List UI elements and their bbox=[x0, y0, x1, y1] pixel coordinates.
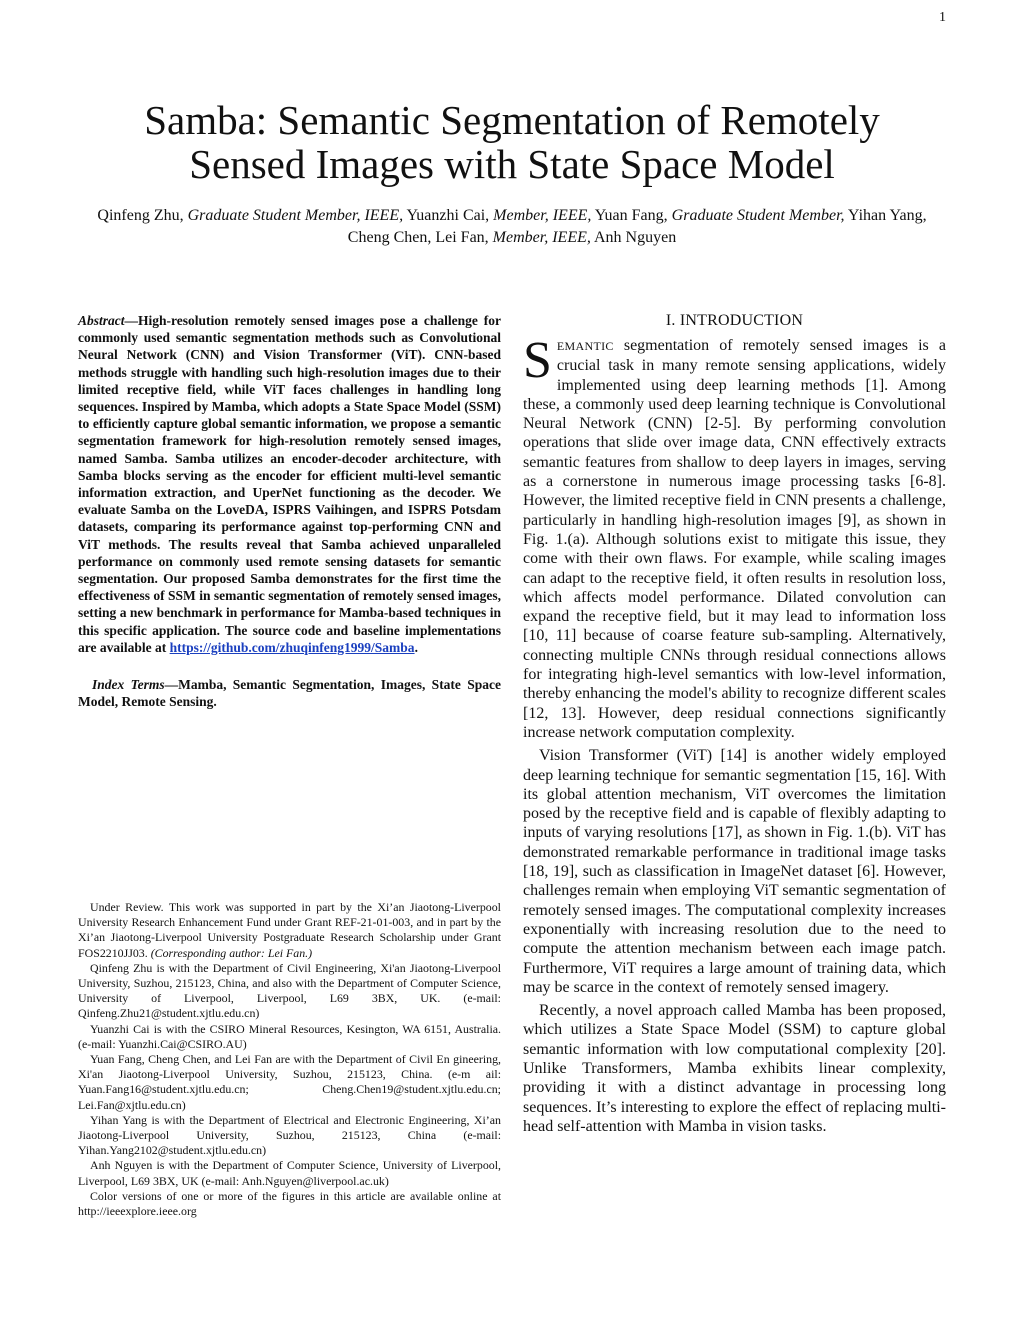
index-terms-text: Mamba, Semantic Segmentation, Images, State Space Model, Remote Sensing. bbox=[78, 677, 501, 710]
drop-cap: S bbox=[523, 332, 552, 389]
abstract-text: High-resolution remotely sensed images pose a challenge for commonly used semantic segmentation methods such as Convolutional Neural Network (CNN) and Vision Transformer (ViT). CNN-based methods struggle with handling such high-resolution images due to their limited receptive field, while ViT faces challenges in handling long sequences. Inspired by Mamba, which adopts a State Space Model (SSM) to efficiently capture global semantic information, we propose a semantic segmentation framework for high-resolution remotely sensed images, named Samba. Samba utilizes an encoder-decoder architecture, with Samba blocks serving as the encoder for efficient multi-level semantic information extraction, and UperNet functioning as the decoder. We evaluate Samba on the LoveDA, ISPRS Vaihingen, and ISPRS Potsdam datasets, comparing its performance against top-performing CNN and ViT methods. The results reveal that Samba achieved unparalleled performance on commonly used remote sensing datasets for semantic segmentation. Our proposed Samba demonstrates for the first time the effectiveness of SSM in semantic segmentation of remotely sensed images, setting a new benchmark in performance for Mamba-based techniques in this specific application. The source code and baseline implementations are available at bbox=[78, 313, 501, 655]
author-1: Qinfeng Zhu, bbox=[97, 207, 188, 224]
footnote-nguyen: Anh Nguyen is with the Department of Computer Science, University of Liverpool, Liverpool, L69 3BX, UK (e-mail: Anh.Nguyen@liverpool.ac.uk) bbox=[78, 1158, 501, 1188]
footnote-review bbox=[78, 900, 501, 961]
abstract-end: . bbox=[414, 639, 418, 655]
author-1-role: Graduate Student Member, IEEE, bbox=[187, 207, 404, 224]
abstract-dash: — bbox=[124, 313, 139, 328]
footnote-yang: Yihan Yang is with the Department of Electrical and Electronic Engineering, Xi’an Jiaotong-Liverpool University, Suzhou, 215123, China (e-mail: Yihan.Yang2102@student.xjtlu.edu.cn) bbox=[78, 1112, 501, 1158]
intro-paragraph-1 bbox=[523, 332, 946, 742]
intro-paragraph-2: Vision Transformer (ViT) [14] is another widely employed deep learning technique for semantic segmentation [15, 16]. With its global attention mechanism, ViT overcomes the limitation posed by the receptive field and is capable of flexibly adapting to inputs of varying resolutions [17], as shown in Fig. 1.(b). ViT has demonstrated remarkable performance in traditional image tasks [18, 19], such as classification in ImageNet dataset [6]. However, challenges remain when employing ViT semantic segmentation of remotely sensed images. The computational complexity increases exponentially with increasing resolution due to the need to compute the attention mechanism between each image patch. Furthermore, ViT requires a large amount of training data, which may be scarce in the context of remotely sensed imagery. bbox=[523, 747, 946, 996]
footnote-zhu: Qinfeng Zhu is with the Department of Civil Engineering, Xi'an Jiaotong-Liverpool University, Suzhou, 215123, China, and also with the Department of Computer Science, University of Liverpool, Liverpool, L69 3BX, UK. (e-mail: Qinfeng.Zhu21@student.xjtlu.edu.cn) bbox=[78, 960, 501, 1021]
author-list bbox=[80, 205, 944, 249]
footnotes bbox=[78, 900, 501, 1219]
github-link[interactable]: https://github.com/zhuqinfeng1999/Samba bbox=[169, 639, 415, 655]
author-3-role: Graduate Student Member, bbox=[671, 207, 845, 224]
abstract-label: Abstract bbox=[78, 313, 125, 328]
title-line-1: Samba: Semantic Segmentation of Remotely bbox=[144, 97, 880, 143]
index-terms-dash: — bbox=[164, 677, 179, 693]
footnote-review-text: Under Review. This work was supported in part by the Xi’an Jiaotong-Liverpool University Research Enhancement Fund under Grant REF-21-01-003, and in part by the Xi’an Jiaotong-Liverpool University Postgraduate Research Scholarship under Grant FOS2210JJ03. bbox=[78, 900, 501, 960]
author-2-role: Member, IEEE, bbox=[493, 207, 592, 224]
footnote-corresponding: (Corresponding author: Lei Fan.) bbox=[150, 945, 313, 960]
section-heading-introduction: I. INTRODUCTION bbox=[665, 312, 804, 329]
right-column bbox=[523, 312, 946, 1136]
footnote-cai: Yuanzhi Cai is with the CSIRO Mineral Resources, Kesington, WA 6151, Australia. (e-mail: Yuanzhi.Cai@CSIRO.AU) bbox=[78, 1021, 501, 1051]
author-4-role: Member, IEEE, bbox=[492, 229, 591, 246]
author-2: Yuanzhi Cai, bbox=[403, 207, 494, 224]
intro-smallcaps: EMANTIC bbox=[556, 339, 614, 353]
abstract bbox=[78, 312, 501, 656]
footnote-fang: Yuan Fang, Cheng Chen, and Lei Fan are with the Department of Civil En gineering, Xi'an Jiaotong-Liverpool University, Suzhou, 215123, China. (e-m ail: Yuan.Fang16@student.xjtlu.edu.cn; Cheng.Chen19@student.xjtlu.edu.cn; Lei.Fan@xjtlu.edu.cn) bbox=[78, 1052, 501, 1112]
index-terms-label: Index Terms bbox=[92, 677, 165, 693]
left-column bbox=[78, 312, 501, 710]
paper-title bbox=[80, 98, 944, 186]
index-terms bbox=[78, 676, 501, 710]
title-line-2: Sensed Images with State Space Model bbox=[189, 141, 835, 187]
intro-p1-text: segmentation of remotely sensed images is a crucial task in many remote sensing applications, widely implemented using deep learning methods [1]. Among these, a commonly used deep learning technique is Convolutional Neural Network (CNN) [2-5]. By performing convolution operations that slide over image data, CNN effectively extracts semantic features from shallow to deep layers in images, serving as a cornerstone in numerous image processing tasks [6-8]. However, the limited receptive field in CNN presents a challenge, particularly in handling high-resolution images [9], as shown in Fig. 1.(a). Although solutions exist to mitigate this issue, they come with their own flaws. For example, while scaling images can adapt to the receptive field, it often results in resolution loss, which affects model performance. Dilated convolution can expand the receptive field, but it may lead to information loss [10, 11] because of coarse feature sub-sampling. Alternatively, connecting multiple CNNs through residual connections allows for integrating high-level semantics with low-level information, thereby enhancing the model's ability to recognize different scales [12, 13]. However, deep residual connections significantly increase network computation complexity. bbox=[523, 337, 946, 741]
page-number: 1 bbox=[939, 10, 946, 25]
author-4: Yihan Yang, Cheng Chen, Lei Fan, bbox=[347, 207, 927, 246]
author-3: Yuan Fang, bbox=[591, 207, 672, 224]
intro-paragraph-3: Recently, a novel approach called Mamba has been proposed, which utilizes a State Space Model (SSM) to capture global semantic information with low computational complexity [20]. Unlike Transformers, Mamba exhibits linear complexity, providing it with a distinct advantage in processing long sequences. It’s interesting to explore the effect of replacing multi-head self-attention with Mamba in vision tasks. bbox=[523, 1002, 946, 1135]
author-5: Anh Nguyen bbox=[590, 229, 677, 246]
footnote-color: Color versions of one or more of the figures in this article are available online at http://ieeexplore.ieee.org bbox=[78, 1188, 501, 1219]
